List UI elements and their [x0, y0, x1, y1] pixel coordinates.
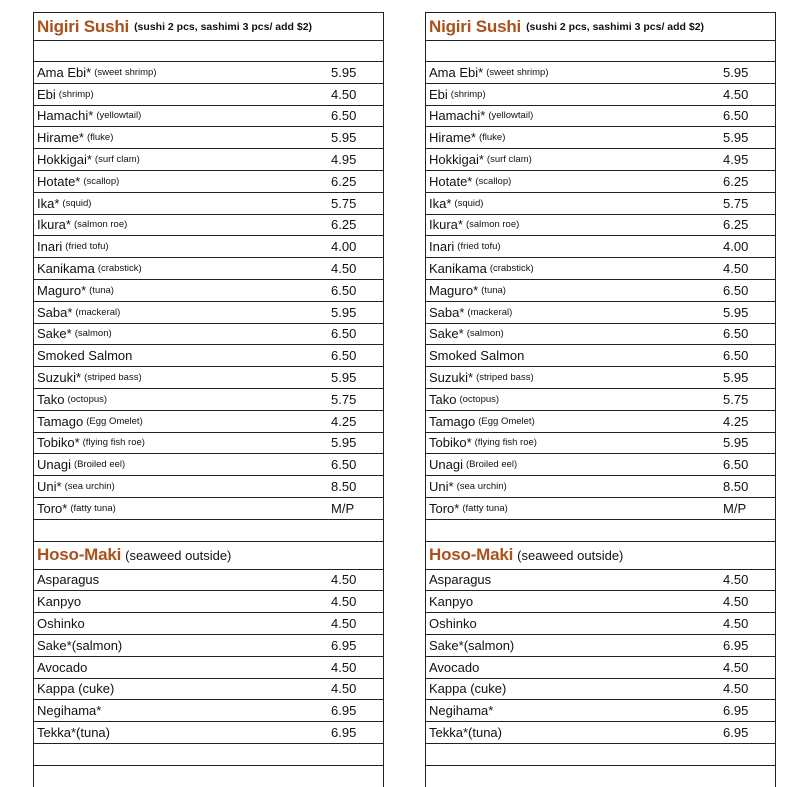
item-price: 6.50 — [723, 108, 749, 124]
item-name: Tamago — [429, 413, 476, 429]
item-price: 5.75 — [723, 195, 749, 211]
item-price: 6.50 — [331, 326, 357, 342]
item-price: 5.95 — [723, 64, 749, 80]
item-price: 4.50 — [723, 594, 749, 610]
item-note: (sweet shrimp) — [486, 66, 549, 78]
item-price: 5.95 — [723, 435, 749, 451]
item-name: Saba* — [429, 304, 465, 320]
nigiri-section-header — [426, 12, 775, 40]
item-price: 6.50 — [723, 326, 749, 342]
menu-item-row — [34, 590, 383, 612]
item-price: 4.00 — [723, 239, 749, 255]
item-price: 6.25 — [723, 217, 749, 233]
menu-item-row — [426, 410, 775, 432]
menu-item-row — [426, 634, 775, 656]
item-name: Kappa (cuke) — [37, 681, 115, 697]
item-name: Ikura* — [429, 217, 463, 233]
menu-item-row — [426, 475, 775, 497]
item-price: 8.50 — [331, 479, 357, 495]
item-note: (Egg Omelet) — [478, 415, 535, 427]
item-note: (salmon roe) — [465, 219, 520, 231]
item-name: Unagi — [429, 457, 463, 473]
menu-item-row — [426, 569, 775, 591]
item-price: 4.95 — [331, 152, 357, 168]
item-price: 4.25 — [331, 413, 357, 429]
item-name: Smoked Salmon — [429, 348, 525, 364]
nigiri-note: (sushi 2 pcs, sashimi 3 pcs/ add $2) — [134, 20, 313, 33]
item-name: Negihama* — [429, 703, 494, 719]
item-price: 4.50 — [331, 86, 357, 102]
blank-row — [34, 40, 383, 61]
item-name: Unagi — [37, 457, 71, 473]
item-name: Sake* — [37, 326, 72, 342]
item-price: 6.50 — [331, 348, 357, 364]
menu-item-row — [426, 323, 775, 345]
menu-item-row — [426, 388, 775, 410]
item-name: Maguro* — [429, 282, 479, 298]
item-name: Inari — [429, 239, 455, 255]
item-note: (salmon) — [74, 328, 112, 340]
item-note: (yellowtail) — [488, 110, 534, 122]
menu-item-row — [34, 148, 383, 170]
menu-item-row — [34, 235, 383, 257]
menu-column-right — [425, 12, 776, 787]
menu-item-row — [426, 83, 775, 105]
item-note: (yellowtail) — [96, 110, 142, 122]
item-price: M/P — [723, 500, 747, 516]
menu-item-row — [426, 170, 775, 192]
item-price: 6.95 — [331, 703, 357, 719]
item-note: (octopus) — [459, 393, 500, 405]
item-price: 4.00 — [331, 239, 357, 255]
item-price: 6.25 — [723, 173, 749, 189]
item-price: 6.25 — [331, 173, 357, 189]
blank-row — [426, 40, 775, 61]
item-name: Tamago — [37, 413, 84, 429]
blank-row — [426, 519, 775, 541]
item-price: 4.50 — [331, 572, 357, 588]
menu-item-row — [34, 612, 383, 634]
menu-item-row — [426, 366, 775, 388]
item-note: (mackeral) — [75, 306, 121, 318]
item-name: Kanikama — [429, 261, 487, 277]
item-note: (sea urchin) — [64, 481, 115, 493]
item-name: Tekka*(tuna) — [429, 725, 502, 740]
menu-item-row — [34, 432, 383, 454]
item-note: (sea urchin) — [456, 481, 507, 493]
item-price: 5.95 — [723, 304, 749, 320]
item-price: 6.95 — [723, 725, 749, 740]
menu-item-row — [34, 83, 383, 105]
item-price: 6.50 — [331, 108, 357, 124]
item-name: Asparagus — [37, 572, 100, 588]
item-price: 5.95 — [331, 370, 357, 386]
item-name: Kappa (cuke) — [429, 681, 507, 697]
menu-item-row — [34, 61, 383, 83]
item-note: (flying fish roe) — [82, 437, 145, 449]
item-note: (striped bass) — [84, 372, 142, 384]
blank-row — [426, 765, 775, 787]
menu-item-row — [426, 453, 775, 475]
menu-item-row — [426, 721, 775, 743]
item-name: Asparagus — [429, 572, 492, 588]
nigiri-title: Nigiri Sushi — [429, 16, 522, 36]
menu-item-row — [34, 699, 383, 721]
item-name: Ika* — [429, 195, 452, 211]
item-name: Tobiko* — [37, 435, 80, 451]
menu-item-row — [426, 61, 775, 83]
item-note: (shrimp) — [450, 88, 486, 100]
item-name: Oshinko — [37, 616, 85, 632]
menu-item-row — [426, 344, 775, 366]
menu-item-row — [34, 634, 383, 656]
item-note: (fried tofu) — [65, 241, 109, 253]
item-note: (fluke) — [478, 132, 506, 144]
menu-item-row — [34, 497, 383, 519]
menu-item-row — [34, 366, 383, 388]
menu-item-row — [34, 569, 383, 591]
menu-item-row — [34, 410, 383, 432]
item-note: (shrimp) — [58, 88, 94, 100]
item-name: Sake*(salmon) — [429, 637, 515, 653]
menu-item-row — [426, 301, 775, 323]
item-price: 6.95 — [331, 725, 357, 740]
menu-item-row — [426, 678, 775, 700]
item-price: 5.95 — [723, 130, 749, 146]
item-name: Sake* — [429, 326, 464, 342]
item-price: 4.50 — [331, 261, 357, 277]
blank-row — [426, 743, 775, 765]
item-price: 6.50 — [723, 457, 749, 473]
item-price: 5.75 — [331, 391, 357, 407]
item-price: 5.95 — [331, 435, 357, 451]
menu-item-row — [34, 656, 383, 678]
item-note: (tuna) — [89, 284, 114, 296]
item-note: (octopus) — [67, 393, 108, 405]
item-price: 4.50 — [723, 261, 749, 277]
item-note: (Egg Omelet) — [86, 415, 143, 427]
item-price: 8.50 — [723, 479, 749, 495]
item-note: (squid) — [62, 197, 92, 209]
item-name: Ika* — [37, 195, 60, 211]
hoso-section-header — [426, 541, 775, 569]
menu-item-row — [34, 475, 383, 497]
item-name: Ebi — [429, 86, 448, 102]
item-note: (salmon roe) — [73, 219, 128, 231]
item-name: Tekka*(tuna) — [37, 725, 110, 740]
item-price: 5.75 — [723, 391, 749, 407]
item-name: Tobiko* — [429, 435, 472, 451]
item-name: Saba* — [37, 304, 73, 320]
item-note: (scallop) — [83, 175, 120, 187]
item-price: 5.95 — [331, 130, 357, 146]
item-note: (squid) — [454, 197, 484, 209]
menu-item-row — [426, 432, 775, 454]
item-name: Suzuki* — [429, 370, 474, 386]
item-price: 4.50 — [331, 681, 357, 697]
item-price: 4.50 — [723, 681, 749, 697]
item-price: 6.95 — [723, 637, 749, 653]
item-name: Kanpyo — [429, 594, 474, 610]
item-price: 6.50 — [331, 282, 357, 298]
menu-item-row — [34, 192, 383, 214]
item-price: 6.50 — [723, 282, 749, 298]
item-note: (tuna) — [481, 284, 506, 296]
item-note: (striped bass) — [476, 372, 534, 384]
item-note: (fried tofu) — [457, 241, 501, 253]
menu-item-row — [34, 257, 383, 279]
item-note: (fluke) — [86, 132, 114, 144]
item-name: Kanpyo — [37, 594, 82, 610]
menu-item-row — [34, 388, 383, 410]
item-price: 4.50 — [331, 594, 357, 610]
item-price: 6.50 — [723, 348, 749, 364]
item-price: M/P — [331, 500, 355, 516]
item-name: Hotate* — [429, 173, 473, 189]
item-price: 6.25 — [331, 217, 357, 233]
item-price: 4.50 — [723, 572, 749, 588]
menu-item-row — [34, 214, 383, 236]
item-price: 5.75 — [331, 195, 357, 211]
item-note: (sweet shrimp) — [94, 66, 157, 78]
item-name: Tako — [429, 391, 457, 407]
item-price: 6.50 — [331, 457, 357, 473]
menu-item-row — [426, 699, 775, 721]
item-name: Hirame* — [37, 130, 84, 146]
item-price: 5.95 — [331, 64, 357, 80]
item-name: Toro* — [429, 500, 460, 516]
item-name: Hokkigai* — [37, 152, 92, 168]
menu-item-row — [34, 170, 383, 192]
item-price: 6.95 — [331, 637, 357, 653]
hoso-title: Hoso-Maki — [37, 545, 122, 565]
item-price: 4.25 — [723, 413, 749, 429]
menu-item-row — [426, 214, 775, 236]
item-price: 4.50 — [723, 86, 749, 102]
item-note: (Broiled eel) — [465, 459, 518, 471]
hoso-note: (seaweed outside) — [517, 547, 624, 563]
hoso-title: Hoso-Maki — [429, 545, 514, 565]
item-name: Hokkigai* — [429, 152, 484, 168]
menu-item-row — [34, 105, 383, 127]
item-name: Hotate* — [37, 173, 81, 189]
item-name: Toro* — [37, 500, 68, 516]
item-name: Avocado — [429, 659, 480, 675]
item-note: (fatty tuna) — [462, 502, 508, 514]
item-price: 4.50 — [331, 616, 357, 632]
menu-item-row — [426, 612, 775, 634]
item-name: Smoked Salmon — [37, 348, 133, 364]
blank-row — [34, 519, 383, 541]
item-note: (flying fish roe) — [474, 437, 537, 449]
item-price: 5.95 — [331, 304, 357, 320]
menu-item-row — [34, 126, 383, 148]
item-price: 6.95 — [723, 703, 749, 719]
menu-item-row — [34, 678, 383, 700]
menu-item-row — [426, 235, 775, 257]
item-note: (fatty tuna) — [70, 502, 116, 514]
menu-item-row — [426, 497, 775, 519]
item-name: Ama Ebi* — [37, 64, 92, 80]
item-note: (scallop) — [475, 175, 512, 187]
item-name: Hamachi* — [429, 108, 486, 124]
menu-item-row — [426, 590, 775, 612]
item-name: Sake*(salmon) — [37, 637, 123, 653]
item-name: Ebi — [37, 86, 56, 102]
item-name: Hamachi* — [37, 108, 94, 124]
item-name: Ama Ebi* — [429, 64, 484, 80]
blank-row — [34, 743, 383, 765]
menu-item-row — [34, 453, 383, 475]
menu-item-row — [426, 257, 775, 279]
nigiri-title: Nigiri Sushi — [37, 16, 130, 36]
nigiri-section-header — [34, 12, 383, 40]
item-note: (crabstick) — [489, 263, 534, 275]
item-note: (surf clam) — [94, 154, 140, 166]
menu-item-row — [426, 279, 775, 301]
item-name: Suzuki* — [37, 370, 82, 386]
hoso-section-header — [34, 541, 383, 569]
item-name: Ikura* — [37, 217, 71, 233]
item-name: Hirame* — [429, 130, 476, 146]
menu-item-row — [34, 323, 383, 345]
item-note: (salmon) — [466, 328, 504, 340]
item-note: (Broiled eel) — [73, 459, 126, 471]
item-name: Oshinko — [429, 616, 477, 632]
menu-item-row — [426, 656, 775, 678]
item-name: Uni* — [37, 479, 62, 495]
item-name: Inari — [37, 239, 63, 255]
nigiri-note: (sushi 2 pcs, sashimi 3 pcs/ add $2) — [526, 20, 705, 33]
menu-column-left — [33, 12, 384, 787]
menu-item-row — [34, 344, 383, 366]
menu-item-row — [426, 148, 775, 170]
item-name: Avocado — [37, 659, 88, 675]
blank-row — [34, 765, 383, 787]
item-name: Tako — [37, 391, 65, 407]
menu-item-row — [34, 721, 383, 743]
item-price: 4.50 — [723, 659, 749, 675]
menu-item-row — [426, 105, 775, 127]
item-name: Kanikama — [37, 261, 95, 277]
item-note: (surf clam) — [486, 154, 532, 166]
item-price: 4.50 — [723, 616, 749, 632]
menu-item-row — [426, 192, 775, 214]
menu-item-row — [34, 301, 383, 323]
item-price: 5.95 — [723, 370, 749, 386]
item-note: (crabstick) — [97, 263, 142, 275]
item-name: Uni* — [429, 479, 454, 495]
item-note: (mackeral) — [467, 306, 513, 318]
menu-item-row — [34, 279, 383, 301]
item-price: 4.95 — [723, 152, 749, 168]
hoso-note: (seaweed outside) — [125, 547, 232, 563]
menu-item-row — [426, 126, 775, 148]
item-name: Maguro* — [37, 282, 87, 298]
item-name: Negihama* — [37, 703, 102, 719]
item-price: 4.50 — [331, 659, 357, 675]
